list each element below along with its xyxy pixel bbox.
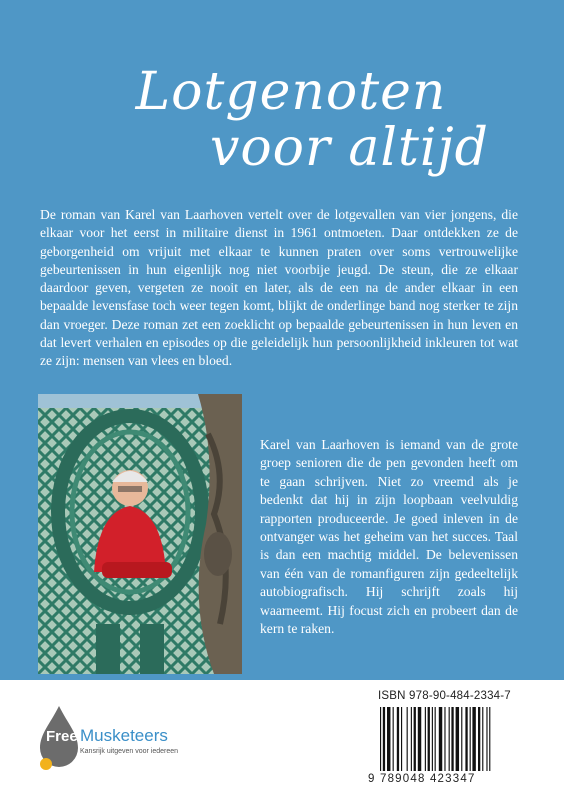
barcode-icon [378,707,528,771]
book-blurb: De roman van Karel van Laarhoven vertelt over de lotgevallen van vier jongens, die elkaar voor het eerst in militaire dienst in 1961 ontmoeten. Daar ontdekken ze de geborgenheid om vrijuit met elkaar te kunnen praten over soms vertrouwelijke gebeurtenissen in hun eigenlijk nog niet voorbije jeugd. De steun, die ze elkaar daardoor geven, vergeten ze nooit en later, als de een na de ander elkaar in een bepaalde levensfase toch weer tegen komt, blijkt de onderlinge band nog sterker te zijn dan vroeger. Deze roman zet een zoeklicht op bepaalde gebeurtenissen in hun leven en dat levert verhalen en episodes op die geleidelijk hun persoonlijkheid inkleuren tot wat ze zijn: mensen van vlees en bloed. [40,207,518,369]
cover-footer [0,680,564,800]
author-photo [38,394,242,674]
publisher-name-free: Free [46,728,78,745]
isbn-label: ISBN 978-90-484-2334-7 [378,690,511,702]
author-photo-icon [38,394,242,674]
barcode-digits: 9 789048 423347 [368,773,476,785]
publisher-name-musketeers: Musketeers [80,726,168,745]
title-line-1: Lotgenoten [135,62,447,122]
author-bio: Karel van Laarhoven is iemand van de grote groep senioren die de pen gevonden heeft om te gaan schrijven. Niet zo vreemd als je bedenkt dat hij in zijn loopbaan veelvuldig rapporten produceerde. Je goed inleven in de ontvanger was het geheim van het succes. Taal is dan een machtig middel. De belevenissen van één van de romanfiguren zijn gedeeltelijk autobiografisch. Hij schrijft zoals hij waarneemt. Hij focust zich en probeert dan de kern te raken. [260,437,518,637]
publisher-tagline: Kansrijk uitgeven voor iedereen [80,748,179,755]
title-line-2: voor altijd [210,118,489,178]
publisher-logo [38,704,198,774]
